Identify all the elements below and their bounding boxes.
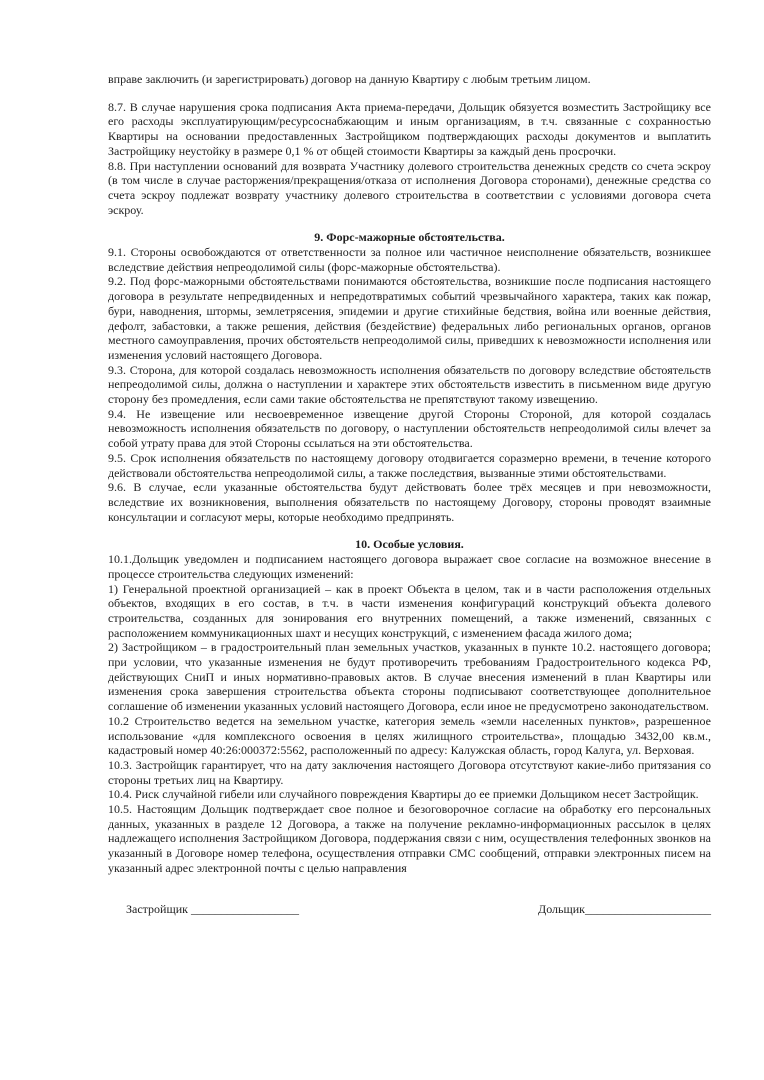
- paragraph-8-8: 8.8. При наступлении оснований для возврата Участнику долевого строительства денежных средств со счета эскроу (в том числе в случае расторжения/прекращения/отказа от исполнения Договора сторонами), денежные средства со счета эскроу подлежат возврату участнику долевого строительства в соответствии с условиями договора счета эскроу.: [108, 158, 711, 217]
- paragraph-10-1-item-1: 1) Генеральной проектной организацией – как в проект Объекта в целом, так и в части расположения отдельных объектов, входящих в его состав, в т.ч. в части изменения конфигураций конструкций объекта долевого строительства, созданных для зонирования его внутренних помещений, а также изменений, связанных с расположением коммуникационных шахт и несущих конструкций, с изменением фасада жилого дома;: [108, 581, 711, 640]
- paragraph-10-5: 10.5. Настоящим Дольщик подтверждает свое полное и безоговорочное согласие на обработку его персональных данных, указанных в разделе 12 Договора, а также на получение рекламно-информационных рассылок в целях надлежащего исполнения Застройщиком Договора, поддержания связи с ним, осуществления телефонных звонков на указанный в Договоре номер телефона, осуществления отправки СМС сообщений, отправки электронных писем на указанный адрес электронной почты с целью направления: [108, 802, 711, 875]
- paragraph-9-6: 9.6. В случае, если указанные обстоятельства будут действовать более трёх месяцев и при невозможности, вследствие их возникновения, выполнения обязательств по настоящему Договору, стороны проводят взаимные консультации и согласуют меры, которые необходимо предпринять.: [108, 480, 711, 524]
- shareholder-signature-label: Дольщик: [538, 902, 585, 917]
- shareholder-signature-block: [520, 888, 711, 932]
- paragraph-10-4: 10.4. Риск случайной гибели или случайного повреждения Квартиры до ее приемки Дольщиком несет Застройщик.: [108, 787, 699, 802]
- paragraph-9-3: 9.3. Сторона, для которой создалась невозможность исполнения обязательств по договору вследствие обстоятельств непреодолимой силы, должна о наступлении и характере этих обстоятельств известить в письменном виде другую сторону без промедления, если сами такие обстоятельства не препятствуют такому извещению.: [108, 362, 711, 407]
- paragraph-10-1: 10.1.Дольщик уведомлен и подписанием настоящего договора выражает свое согласие на возможное внесение в процессе строительства следующих изменений:: [108, 552, 711, 581]
- paragraph-10-3: 10.3. Застройщик гарантирует, что на дату заключения настоящего Договора отсутствуют какие-либо притязания со стороны третьих лиц на Квартиру.: [108, 757, 711, 787]
- paragraph-10-1-item-2: 2) Застройщиком – в градостроительный план земельных участков, указанных в пункте 10.2. настоящего договора; при условии, что указанные изменения не будут противоречить требованиям Градостроительного кодекса РФ, действующих СниП и иных нормативно-правовых актов. В случае внесения изменений в план Квартиры или изменения срока завершения строительства объекта стороны подписывают соответствующее дополнительное соглашение об изменении указанных условий настоящего Договора, если иное не предусмотрено законодательством.: [108, 640, 711, 714]
- paragraph-intro-continuation: вправе заключить (и зарегистрировать) договор на данную Квартиру с любым третьим лицом.: [108, 72, 591, 86]
- paragraph-9-4: 9.4. Не извещение или несвоевременное извещение другой Стороны Стороной, для которой создалась невозможность исполнения обязательств по договору, о наступлении обстоятельств непреодолимой силы влечет за собой утрату права для этой Стороны ссылаться на эти обстоятельства.: [108, 406, 711, 451]
- paragraph-9-5: 9.5. Срок исполнения обязательств по настоящему договору отодвигается соразмерно времени, в течение которого действовали обстоятельства непреодолимой силы, а также последствия, вызванные этими обстоятельствами.: [108, 450, 711, 480]
- paragraph-8-7: 8.7. В случае нарушения срока подписания Акта приема-передачи, Дольщик обязуется возместить Застройщику все его расходы эксплуатирующим/ресурсоснабжающим и иным организациям, в т.ч. связанные с сохранностью Квартиры на основании предоставленных Застройщиком подтверждающих расходы документов и выплатить Застройщику неустойку в размере 0,1 % от общей стоимости Квартиры за каждый день просрочки.: [108, 99, 711, 158]
- section-10-heading: 10. Особые условия.: [355, 537, 464, 552]
- shareholder-signature-line: _____________________: [585, 902, 711, 917]
- section-9-heading: 9. Форс-мажорные обстоятельства.: [314, 230, 505, 245]
- developer-signature-block: [108, 888, 299, 932]
- paragraph-9-2: 9.2. Под форс-мажорными обстоятельствами понимаются обстоятельства, возникшие после подписания настоящего договора в результате непредвиденных и непредотвратимых событий чрезвычайного характера, таких как пожар, бури, наводнения, штормы, землетрясения, эпидемии и другие стихийные бедствия, война или военные действия, дефолт, забастовки, а также решения, действия (бездействие) федеральных либо региональных органов, органов местного самоуправления, прочих обстоятельств непреодолимой силы, приведших к невозможности исполнения или изменения условий настоящего Договора.: [108, 274, 711, 362]
- signature-row: [108, 888, 711, 932]
- developer-signature-label: Застройщик: [126, 902, 191, 917]
- paragraph-10-2: 10.2 Строительство ведется на земельном участке, категория земель «земли населенных пунктов», разрешенное использование «для комплексного освоения в целях жилищного строительства», площадью 3432,00 кв.м., кадастровый номер 40:26:000372:5562, расположенный по адресу: Калужская область, город Калуга, ул. Верховая.: [108, 713, 711, 758]
- developer-signature-line: __________________: [190, 902, 299, 917]
- paragraph-9-1: 9.1. Стороны освобождаются от ответственности за полное или частичное неисполнение обязательств, возникшее вследствие действия непреодолимой силы (форс-мажорные обстоятельства).: [108, 245, 711, 274]
